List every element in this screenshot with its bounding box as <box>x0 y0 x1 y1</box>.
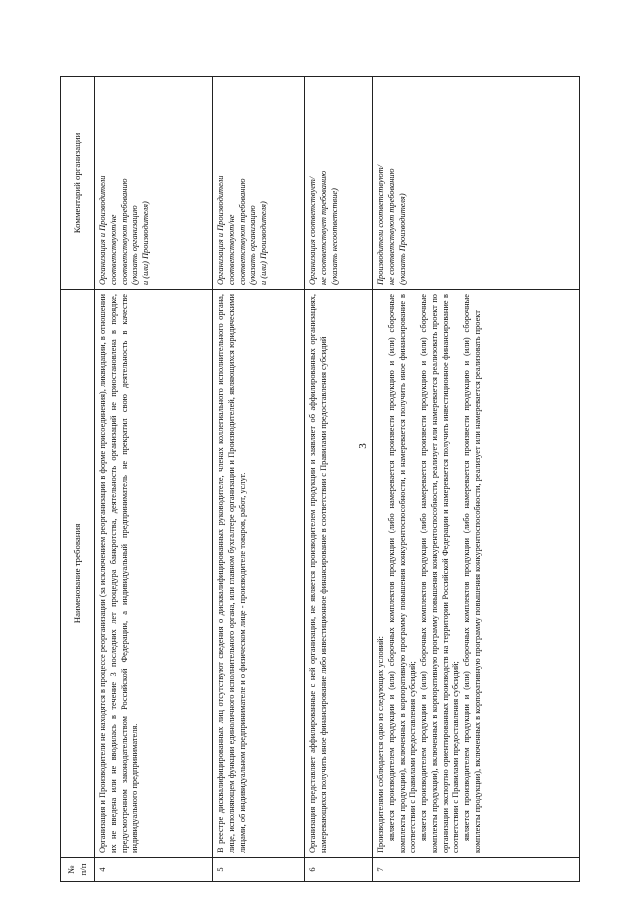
comment-line: соответствуют/не <box>226 214 236 285</box>
comment-line: Организация и Производители <box>98 175 107 285</box>
comment-line: (указать несоответствие) <box>329 188 339 285</box>
row-number: 4 <box>95 858 213 882</box>
comment-line: Производители соответствуют/ <box>376 164 385 285</box>
row-number: 6 <box>305 858 373 882</box>
comment-cell <box>373 77 580 290</box>
table-row <box>95 77 213 882</box>
comment-line: и (или) Производителя) <box>141 201 150 285</box>
comment-line: соответствуют требованию <box>237 178 247 285</box>
table-header-row <box>61 77 95 882</box>
header-num: № п/п <box>61 858 95 882</box>
requirements-table <box>60 76 580 882</box>
requirement-text <box>373 290 580 858</box>
requirement-text: Организация и Производители не находятся в процессе реорганизации (за исключением реорганизации в форме присоединения), ликвидации, в отношении их не введена или не вводилась в течение 3 последних лет процедура банкротства, деятельность организаций не приостановлена в порядке, предусмотренном законодательством Российской Федерации, а индивидуальный предприниматель не прекратил свою деятельность в качестве индивидуального предпринимателя. <box>95 290 213 858</box>
rotated-page-content <box>60 77 580 882</box>
header-requirement: Наименование требования <box>61 290 95 858</box>
row-number: 5 <box>213 858 305 882</box>
comment-line: соответствуют/не <box>108 214 118 285</box>
requirement-paragraph: является производителем продукции и (или) сборочных комплектов продукции (либо намеревается произвести продукцию и (или) сборочные комплекты продукции), включенных в корпоративную программу повышения конкурентоспособности, реализует или намеревается реализовать проект по организации экспортно ориентированных производств на территории Российской Федерации и намеревается получить инвестиционное финансирование в соответствии с Правилами предоставления субсидий; <box>419 294 461 853</box>
header-comment: Комментарий организации <box>61 77 95 290</box>
requirement-text: В реестре дисквалифицированных лиц отсутствуют сведения о дисквалифицированных руководителе, членах коллегиального исполнительного органа, лице, исполняющем функции единоличного исполнительного органа, или главном бухгалтере организации и Производителей, являющихся юридическими лицами, об индивидуальном предпринимателе и о физическом лице - производителе товаров, работ, услуг. <box>213 290 305 858</box>
comment-cell <box>213 77 305 290</box>
comment-cell <box>95 77 213 290</box>
comment-line: (указать Производителя) <box>397 193 407 285</box>
comment-line: соответствуют требованию <box>119 178 129 285</box>
page-number: 3 <box>356 443 369 449</box>
table-row <box>373 77 580 882</box>
comment-cell <box>305 77 373 290</box>
comment-line: Организация и Производители <box>216 175 225 285</box>
row-number: 7 <box>373 858 580 882</box>
table-row <box>305 77 373 882</box>
table-row <box>213 77 305 882</box>
comment-line: и (или) Производителя) <box>259 201 268 285</box>
requirement-paragraph: является производителем продукции и (или) сборочных комплектов продукции (либо намеревается произвести продукцию и (или) сборочные комплекты продукции), включенных в корпоративную программу повышения конкурентоспособности, и намеревается получить иное финансирование в соответствии с Правилами предоставления субсидий; <box>386 294 418 853</box>
comment-line: (указать организацию <box>130 205 140 285</box>
requirement-paragraph: является производителем продукции и (или) сборочных комплектов продукции (либо намеревается произвести продукцию и (или) сборочные комплекты продукции), включенных в корпоративную программу повышения конкурентоспособности, реализует или намеревается реализовать проект <box>462 294 482 853</box>
requirement-paragraph: Производителями соблюдается одно из следующих условий: <box>376 636 385 853</box>
requirement-text: Организация представляет аффилированные с ней организации, не является производителем продукции и заявляет об аффилированных организациях, намеревающихся получить иное финансирование либо инвестиционное финансирование в соответствии с Правилами предоставления субсидий <box>305 290 373 858</box>
comment-line: не соответствует требованию <box>318 170 328 285</box>
comment-line: Организация соответствует/ <box>308 176 317 285</box>
comment-line: не соответствуют требованию <box>386 168 396 285</box>
comment-line: (указать организацию <box>248 205 258 285</box>
